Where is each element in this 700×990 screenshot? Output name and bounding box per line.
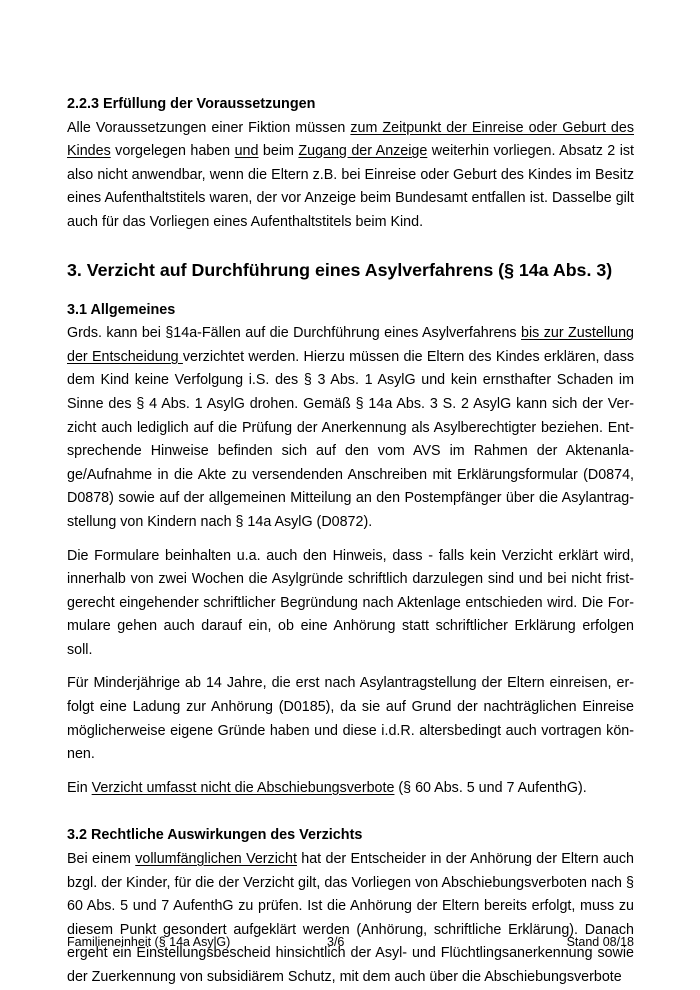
section-3-1-heading: 3.1 Allgemeines <box>67 301 176 318</box>
footer-document-title: Familieneinheit (§ 14a AsylG) <box>67 935 231 949</box>
footer-page-number: 3/6 <box>327 935 345 949</box>
section-3-2-paragraph-1: Bei einem vollumfänglichen Verzicht hat der Entscheider in der Anhörung der Eltern auch bzgl. der Kinder, für die der Verzicht gilt, das Vorliegen von Abschiebungsverboten nach § 60 Abs. 5 und 7 AufenthG zu prüfen. Ist die Anhörung der Eltern bereits erfolgt, muss zu diesem Punkt gesondert aufgeklärt werden (Anhörung, schriftliche Erklärung). Danach ergeht ein Einstellungsbescheid hinsichtlich der Asyl- und Flüchtlingsanerkennung sowie der Zuerkennung von subsidiärem Schutz, mit dem auch über die Abschiebungsverbote <box>67 851 634 985</box>
section-3-1-paragraph-2: Die Formulare beinhalten u.a. auch den Hinweis, dass - falls kein Verzicht erklärt wird, innerhalb von zwei Wochen die Asylgründe schriftlich darzulegen sind und bei nicht fristgerecht eingehender schriftlicher Begründung nach Aktenlage entschieden wird. Die Formulare gehen auch darauf ein, ob eine Anhörung statt schriftlicher Erklärung erfolgen soll. <box>67 547 634 658</box>
section-2-2-3-heading: 2.2.3 Erfüllung der Voraussetzungen <box>67 96 316 112</box>
section-3-1-paragraph-3: Für Minderjährige ab 14 Jahre, die erst nach Asylantragstellung der Eltern einreisen, erfolgt eine Ladung zur Anhörung (D0185), da sie auf Grund der nachträglichen Einreise möglicherweise eigene Gründe haben und diese i.d.R. altersbedingt auch vortragen können. <box>67 675 634 763</box>
section-3-heading: 3. Verzicht auf Durchführung eines Asylverfahrens (§ 14a Abs. 3) <box>67 259 613 280</box>
section-2-2-3-paragraph: Alle Voraussetzungen einer Fiktion müssen zum Zeitpunkt der Einreise oder Geburt des Kindes vorgelegen haben und beim Zugang der Anzeige weiterhin vorliegen. Absatz 2 ist also nicht anwendbar, wenn die Eltern z.B. bei Einreise oder Geburt des Kindes im Besitz eines Aufenthaltstitels waren, der vor Anzeige beim Bundesamt entfallen ist. Dasselbe gilt auch für das Vorliegen eines Aufenthaltstitels beim Kind. <box>67 119 635 230</box>
page-content <box>67 93 634 990</box>
section-3-2-heading: 3.2 Rechtliche Auswirkungen des Verzichts <box>67 827 363 844</box>
section-3-1-paragraph-4: Ein Verzicht umfasst nicht die Abschiebungsverbote (§ 60 Abs. 5 und 7 AufenthG). <box>67 779 587 796</box>
section-3-1-paragraph-1: Grds. kann bei §14a-Fällen auf die Durchführung eines Asylverfahrens bis zur Zustellung der Entscheidung verzichtet werden. Hierzu müssen die Eltern des Kindes erklären, dass dem Kind keine Verfolgung i.S. des § 3 Abs. 1 AsylG und kein ernsthafter Schaden im Sinne des § 4 Abs. 1 AsylG drohen. Gemäß § 14a Abs. 3 S. 2 AsylG kann sich der Verzicht auch lediglich auf die Prüfung der Anerkennung als Asylberechtigter beziehen. Entsprechende Hinweise befinden sich auf den vom AVS im Rahmen der Aktenanlage/Aufnahme in die Akte zu versendenden Anschreiben mit Erklärungsformular (D0874, D0878) sowie auf der allgemeinen Mitteilung an den Postempfänger über die Asylantragstellung von Kindern nach § 14a AsylG (D0872). <box>67 325 635 530</box>
footer-version-date: Stand 08/18 <box>566 935 634 949</box>
